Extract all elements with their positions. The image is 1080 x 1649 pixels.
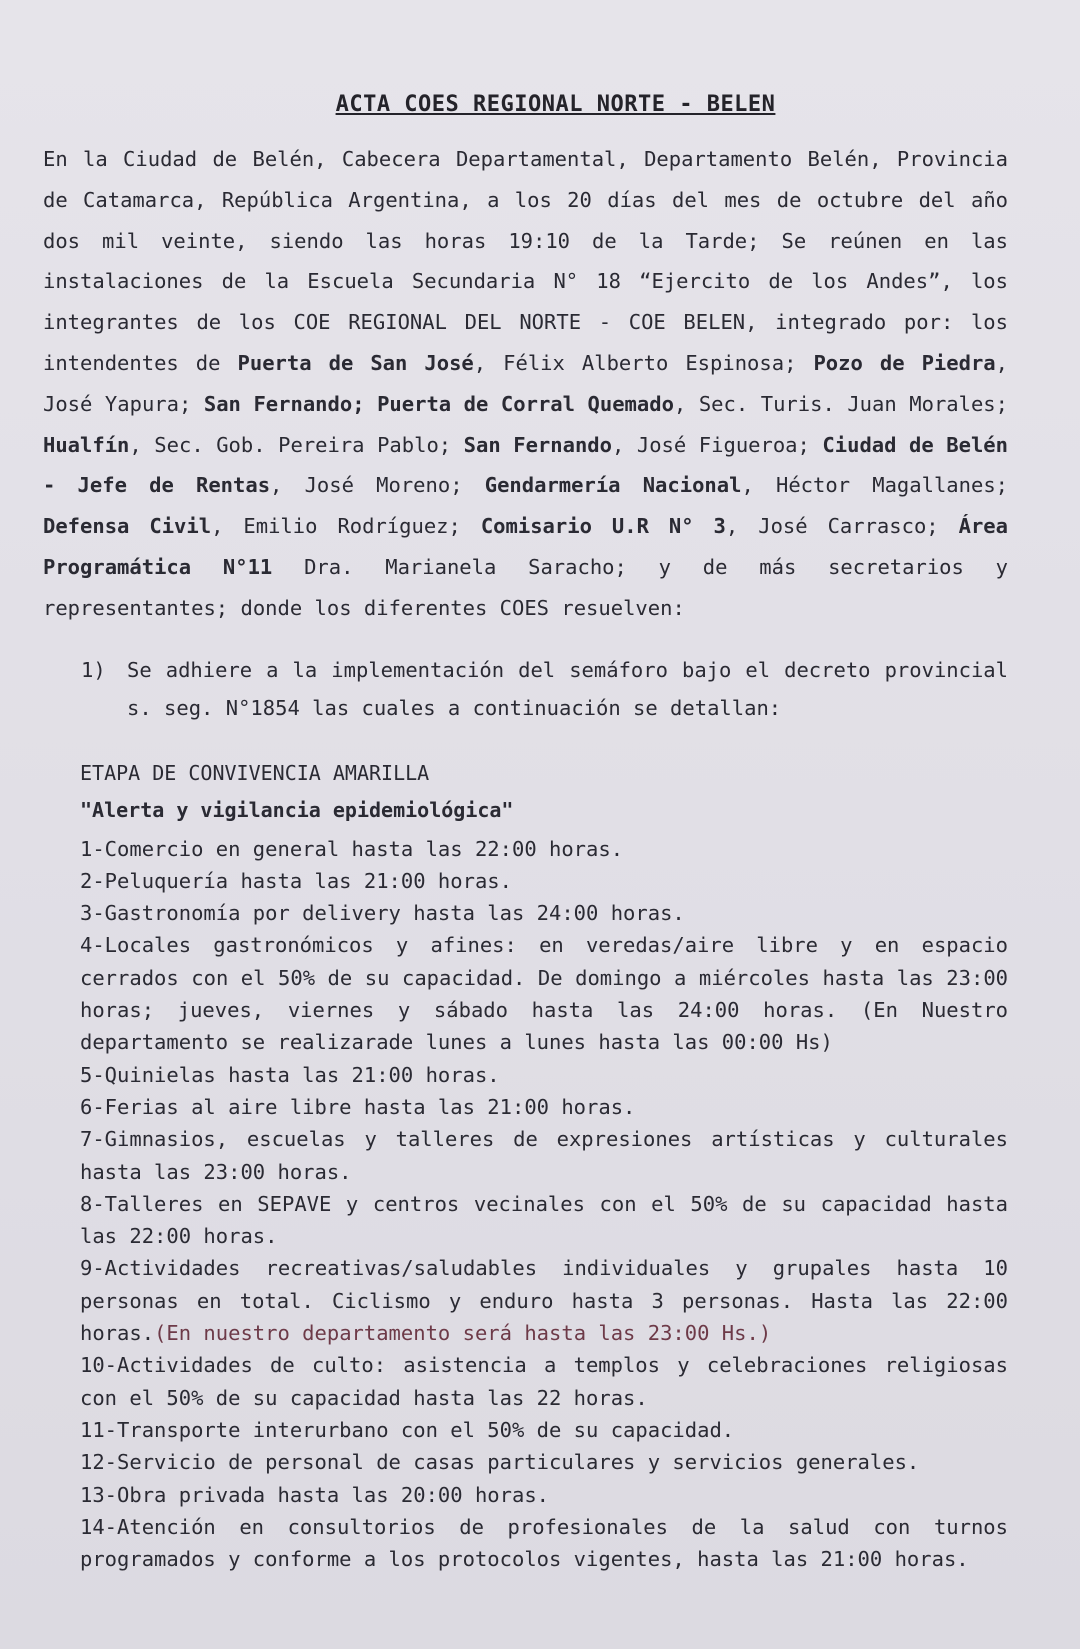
rule-item: 5-Quinielas hasta las 21:00 horas. bbox=[80, 1062, 500, 1087]
intro-bold: Defensa Civil bbox=[43, 514, 212, 539]
intro-bold: Puerta de San José bbox=[237, 350, 474, 375]
intro-text: , José Yapura; bbox=[43, 350, 1008, 416]
intro-bold: San Fernando bbox=[463, 432, 612, 457]
resolution-text: Se adhiere a la implementación del semáforo bajo el decreto provincial s. seg. N°1854 las cuales a continuación se detallan: bbox=[127, 657, 1008, 720]
intro-paragraph bbox=[43, 139, 1008, 629]
intro-bold: Hualfín bbox=[43, 432, 130, 457]
intro-text: , Sec. Gob. Pereira Pablo; bbox=[129, 432, 464, 457]
rule-item: 8-Talleres en SEPAVE y centros vecinales con el 50% de su capacidad hasta las 22:00 horas. bbox=[80, 1191, 1008, 1249]
rule-item: 4-Locales gastronómicos y afines: en veredas/aire libre y en espacio cerrados con el 50% de su capacidad. De domingo a miércoles hasta las 23:00 horas; jueves, viernes y sábado hasta las 24:00 horas. (En Nuestro departamento se realizarade lunes a lunes hasta las 00:00 Hs) bbox=[80, 933, 1008, 1055]
resolution-number: 1) bbox=[81, 657, 106, 682]
rule-item: 13-Obra privada hasta las 20:00 horas. bbox=[80, 1482, 549, 1507]
resolution-item bbox=[81, 651, 1008, 727]
intro-text: En la Ciudad de Belén, Cabecera Departamental, Departamento Belén, Provincia de Catamarca, República Argentina, a los 20 días del mes de octubre del año dos mil veinte, siendo las horas 19:10 de la Tarde; Se reúnen en las instalaciones de la Escuela Secundaria N° 18 “Ejercito de los Andes”, los integrantes de los COE REGIONAL DEL NORTE - COE BELEN, integrado por: los intendentes de bbox=[43, 147, 1008, 375]
rule-item: 3-Gastronomía por delivery hasta las 24:00 horas. bbox=[80, 901, 685, 926]
intro-bold: Comisario U.R N° 3 bbox=[480, 514, 726, 539]
rule-item: 10-Actividades de culto: asistencia a templos y celebraciones religiosas con el 50% de su capacidad hasta las 22 horas. bbox=[80, 1353, 1008, 1410]
document-title: ACTA COES REGIONAL NORTE - BELEN bbox=[335, 92, 776, 117]
intro-bold: Área Programática N°11 bbox=[43, 514, 1008, 579]
rule-item: 2-Peluquería hasta las 21:00 horas. bbox=[80, 868, 512, 893]
rule-item: 11-Transporte interurbano con el 50% de su capacidad. bbox=[80, 1417, 735, 1442]
intro-text: , Sec. Turis. Juan Morales; bbox=[673, 391, 1008, 416]
rule-item: 12-Servicio de personal de casas particulares y servicios generales. bbox=[80, 1450, 920, 1475]
rule-item: 14-Atención en consultorios de profesionales de la salud con turnos programados y conforme a los protocolos vigentes, hasta las 21:00 horas. bbox=[80, 1514, 1008, 1572]
intro-text: , José Moreno; bbox=[270, 473, 485, 498]
stage-title: ETAPA DE CONVIVENCIA AMARILLA bbox=[80, 760, 430, 785]
intro-bold: Pozo de Piedra bbox=[813, 350, 996, 375]
intro-bold: Ciudad de Belén - Jefe de Rentas bbox=[43, 432, 1008, 498]
intro-bold: San Fernando; Puerta de Corral Quemado bbox=[203, 391, 674, 416]
rule-text: 9-Actividades recreativas/saludables individuales y grupales hasta 10 personas en total. Ciclismo y enduro hasta 3 personas. Hasta las 22:00 horas. bbox=[80, 1256, 1008, 1346]
rule-item bbox=[80, 1252, 1008, 1349]
stage-section bbox=[80, 755, 1008, 829]
intro-text: , José Carrasco; bbox=[725, 514, 959, 539]
rule-item: 1-Comercio en general hasta las 22:00 horas. bbox=[80, 836, 624, 861]
rule-item: 7-Gimnasios, escuelas y talleres de expresiones artísticas y culturales hasta las 23:00 horas. bbox=[80, 1127, 1008, 1184]
intro-text: , José Figueroa; bbox=[611, 432, 823, 457]
intro-text: , Félix Alberto Espinosa; bbox=[473, 350, 814, 375]
rule-note: (En nuestro departamento será hasta las 23:00 Hs.) bbox=[154, 1321, 772, 1346]
rules-list bbox=[80, 833, 1008, 1576]
intro-text: , Emilio Rodríguez; bbox=[211, 514, 481, 539]
rule-item: 6-Ferias al aire libre hasta las 21:00 horas. bbox=[80, 1094, 636, 1119]
intro-bold: Gendarmería Nacional bbox=[484, 473, 742, 498]
intro-text: , Héctor Magallanes; bbox=[741, 473, 1009, 498]
stage-subtitle: "Alerta y vigilancia epidemiológica" bbox=[80, 797, 514, 822]
intro-text: Dra. Marianela Saracho; y de más secretarios y representantes; donde los diferentes COES resuelven: bbox=[43, 554, 1008, 620]
